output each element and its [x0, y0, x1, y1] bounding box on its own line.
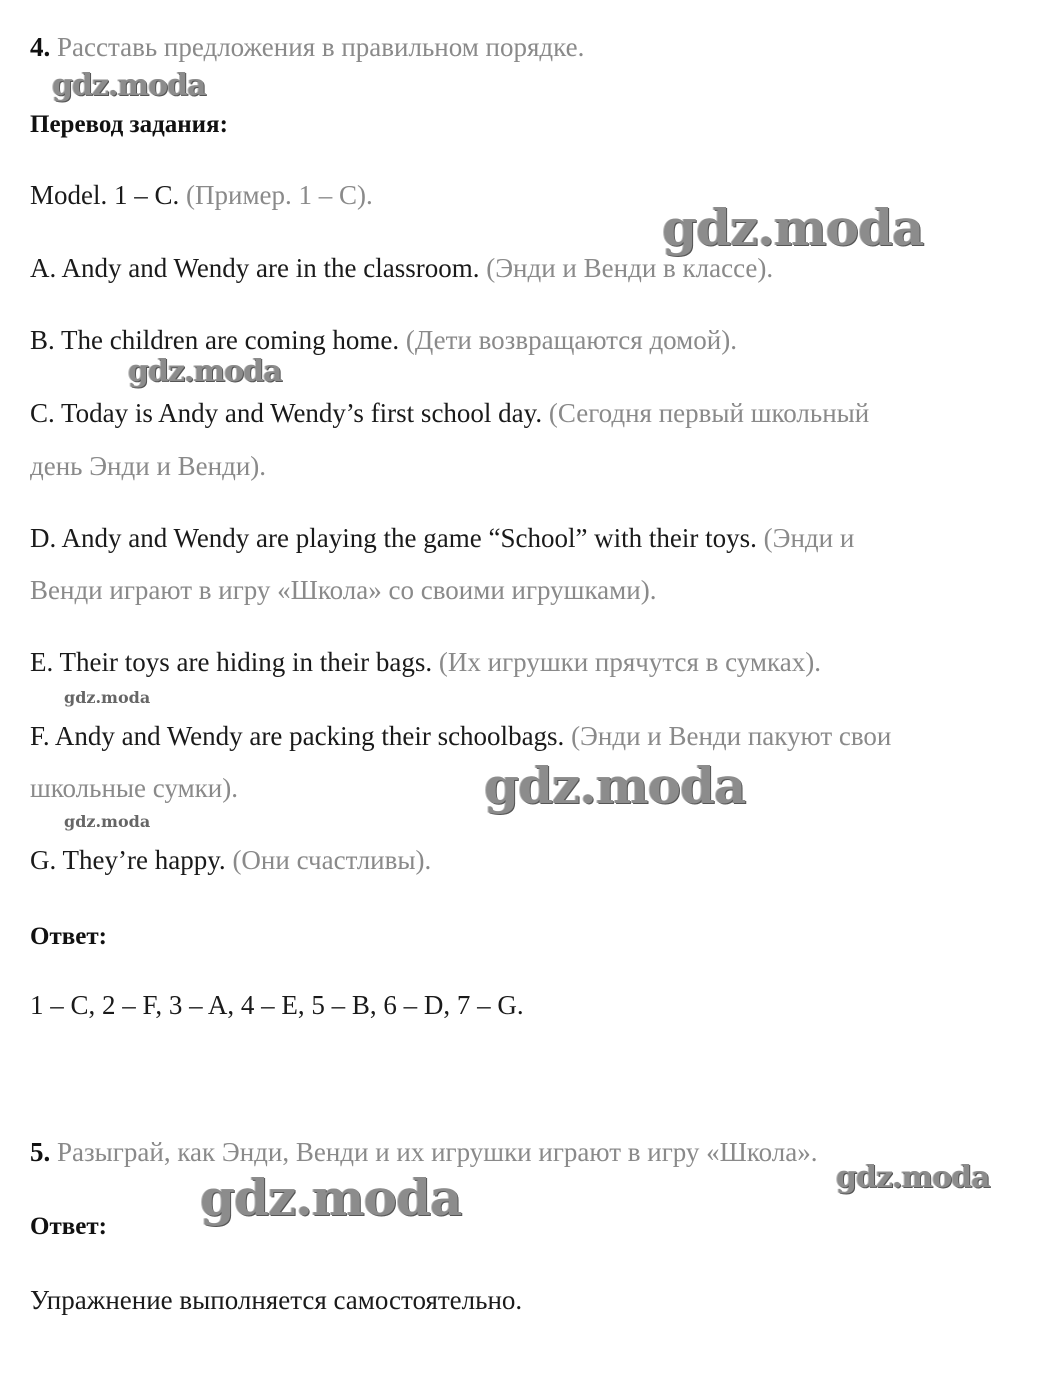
- sentence-d-ru: (Энди и: [763, 523, 855, 553]
- model-en: Model. 1 – C.: [30, 180, 180, 210]
- sentence-c-en: C. Today is Andy and Wendy’s first school day.: [30, 398, 543, 428]
- task4-answer: 1 – C, 2 – F, 3 – A, 4 – E, 5 – B, 6 – D, 7 – G.: [30, 990, 524, 1020]
- task4-header: [30, 30, 584, 64]
- sentence-d-en: D. Andy and Wendy are playing the game “School” with their toys.: [30, 523, 757, 553]
- sentence-a-ru: (Энди и Венди в классе).: [486, 253, 774, 283]
- sentence-d-ru-cont: Венди играют в игру «Школа» со своими игрушками).: [30, 575, 657, 605]
- model-ru: (Пример. 1 – С).: [186, 180, 373, 210]
- sentence-d: [30, 521, 854, 555]
- sentence-f-ru-cont: школьные сумки).: [30, 773, 238, 803]
- sentence-g-ru: (Они счастливы).: [232, 845, 432, 875]
- task4-instruction: Расставь предложения в правильном порядке.: [57, 32, 585, 62]
- watermark-logo: gdz.moda: [662, 198, 924, 257]
- watermark-logo: gdz.moda: [200, 1168, 462, 1227]
- task5-answer: Упражнение выполняется самостоятельно.: [30, 1285, 523, 1315]
- task4-answer-heading: Ответ:: [30, 923, 107, 950]
- sentence-a-en: A. Andy and Wendy are in the classroom.: [30, 253, 480, 283]
- translation-heading: Перевод задания:: [30, 111, 228, 138]
- sentence-f: [30, 719, 891, 753]
- task4-number: 4.: [30, 32, 51, 62]
- sentence-b-ru: (Дети возвращаются домой).: [405, 325, 737, 355]
- watermark-logo: gdz.moda: [52, 68, 206, 103]
- sentence-e-en: E. Their toys are hiding in their bags.: [30, 647, 433, 677]
- model-line: [30, 178, 373, 212]
- task5-number: 5.: [30, 1137, 51, 1167]
- sentence-f-en: F. Andy and Wendy are packing their schoolbags.: [30, 721, 565, 751]
- watermark-logo: gdz.moda: [128, 354, 282, 389]
- sentence-g: [30, 843, 431, 877]
- watermark-logo: gdz.moda: [64, 688, 151, 707]
- sentence-b: [30, 323, 737, 357]
- sentence-e-ru: (Их игрушки прячутся в сумках).: [438, 647, 821, 677]
- sentence-c-ru-cont: день Энди и Венди).: [30, 451, 267, 481]
- sentence-g-en: G. They’re happy.: [30, 845, 226, 875]
- watermark-logo: gdz.moda: [64, 812, 151, 831]
- task5-header: [30, 1135, 818, 1169]
- sentence-b-en: B. The children are coming home.: [30, 325, 400, 355]
- sentence-c: [30, 396, 869, 430]
- watermark-logo: gdz.moda: [836, 1160, 990, 1195]
- sentence-c-ru: (Сегодня первый школьный: [548, 398, 870, 428]
- watermark-logo: gdz.moda: [484, 756, 746, 815]
- task5-answer-heading: Ответ:: [30, 1213, 107, 1240]
- sentence-f-ru: (Энди и Венди пакуют свои: [571, 721, 892, 751]
- sentence-e: [30, 645, 821, 679]
- task5-instruction: Разыграй, как Энди, Венди и их игрушки играют в игру «Школа».: [57, 1137, 818, 1167]
